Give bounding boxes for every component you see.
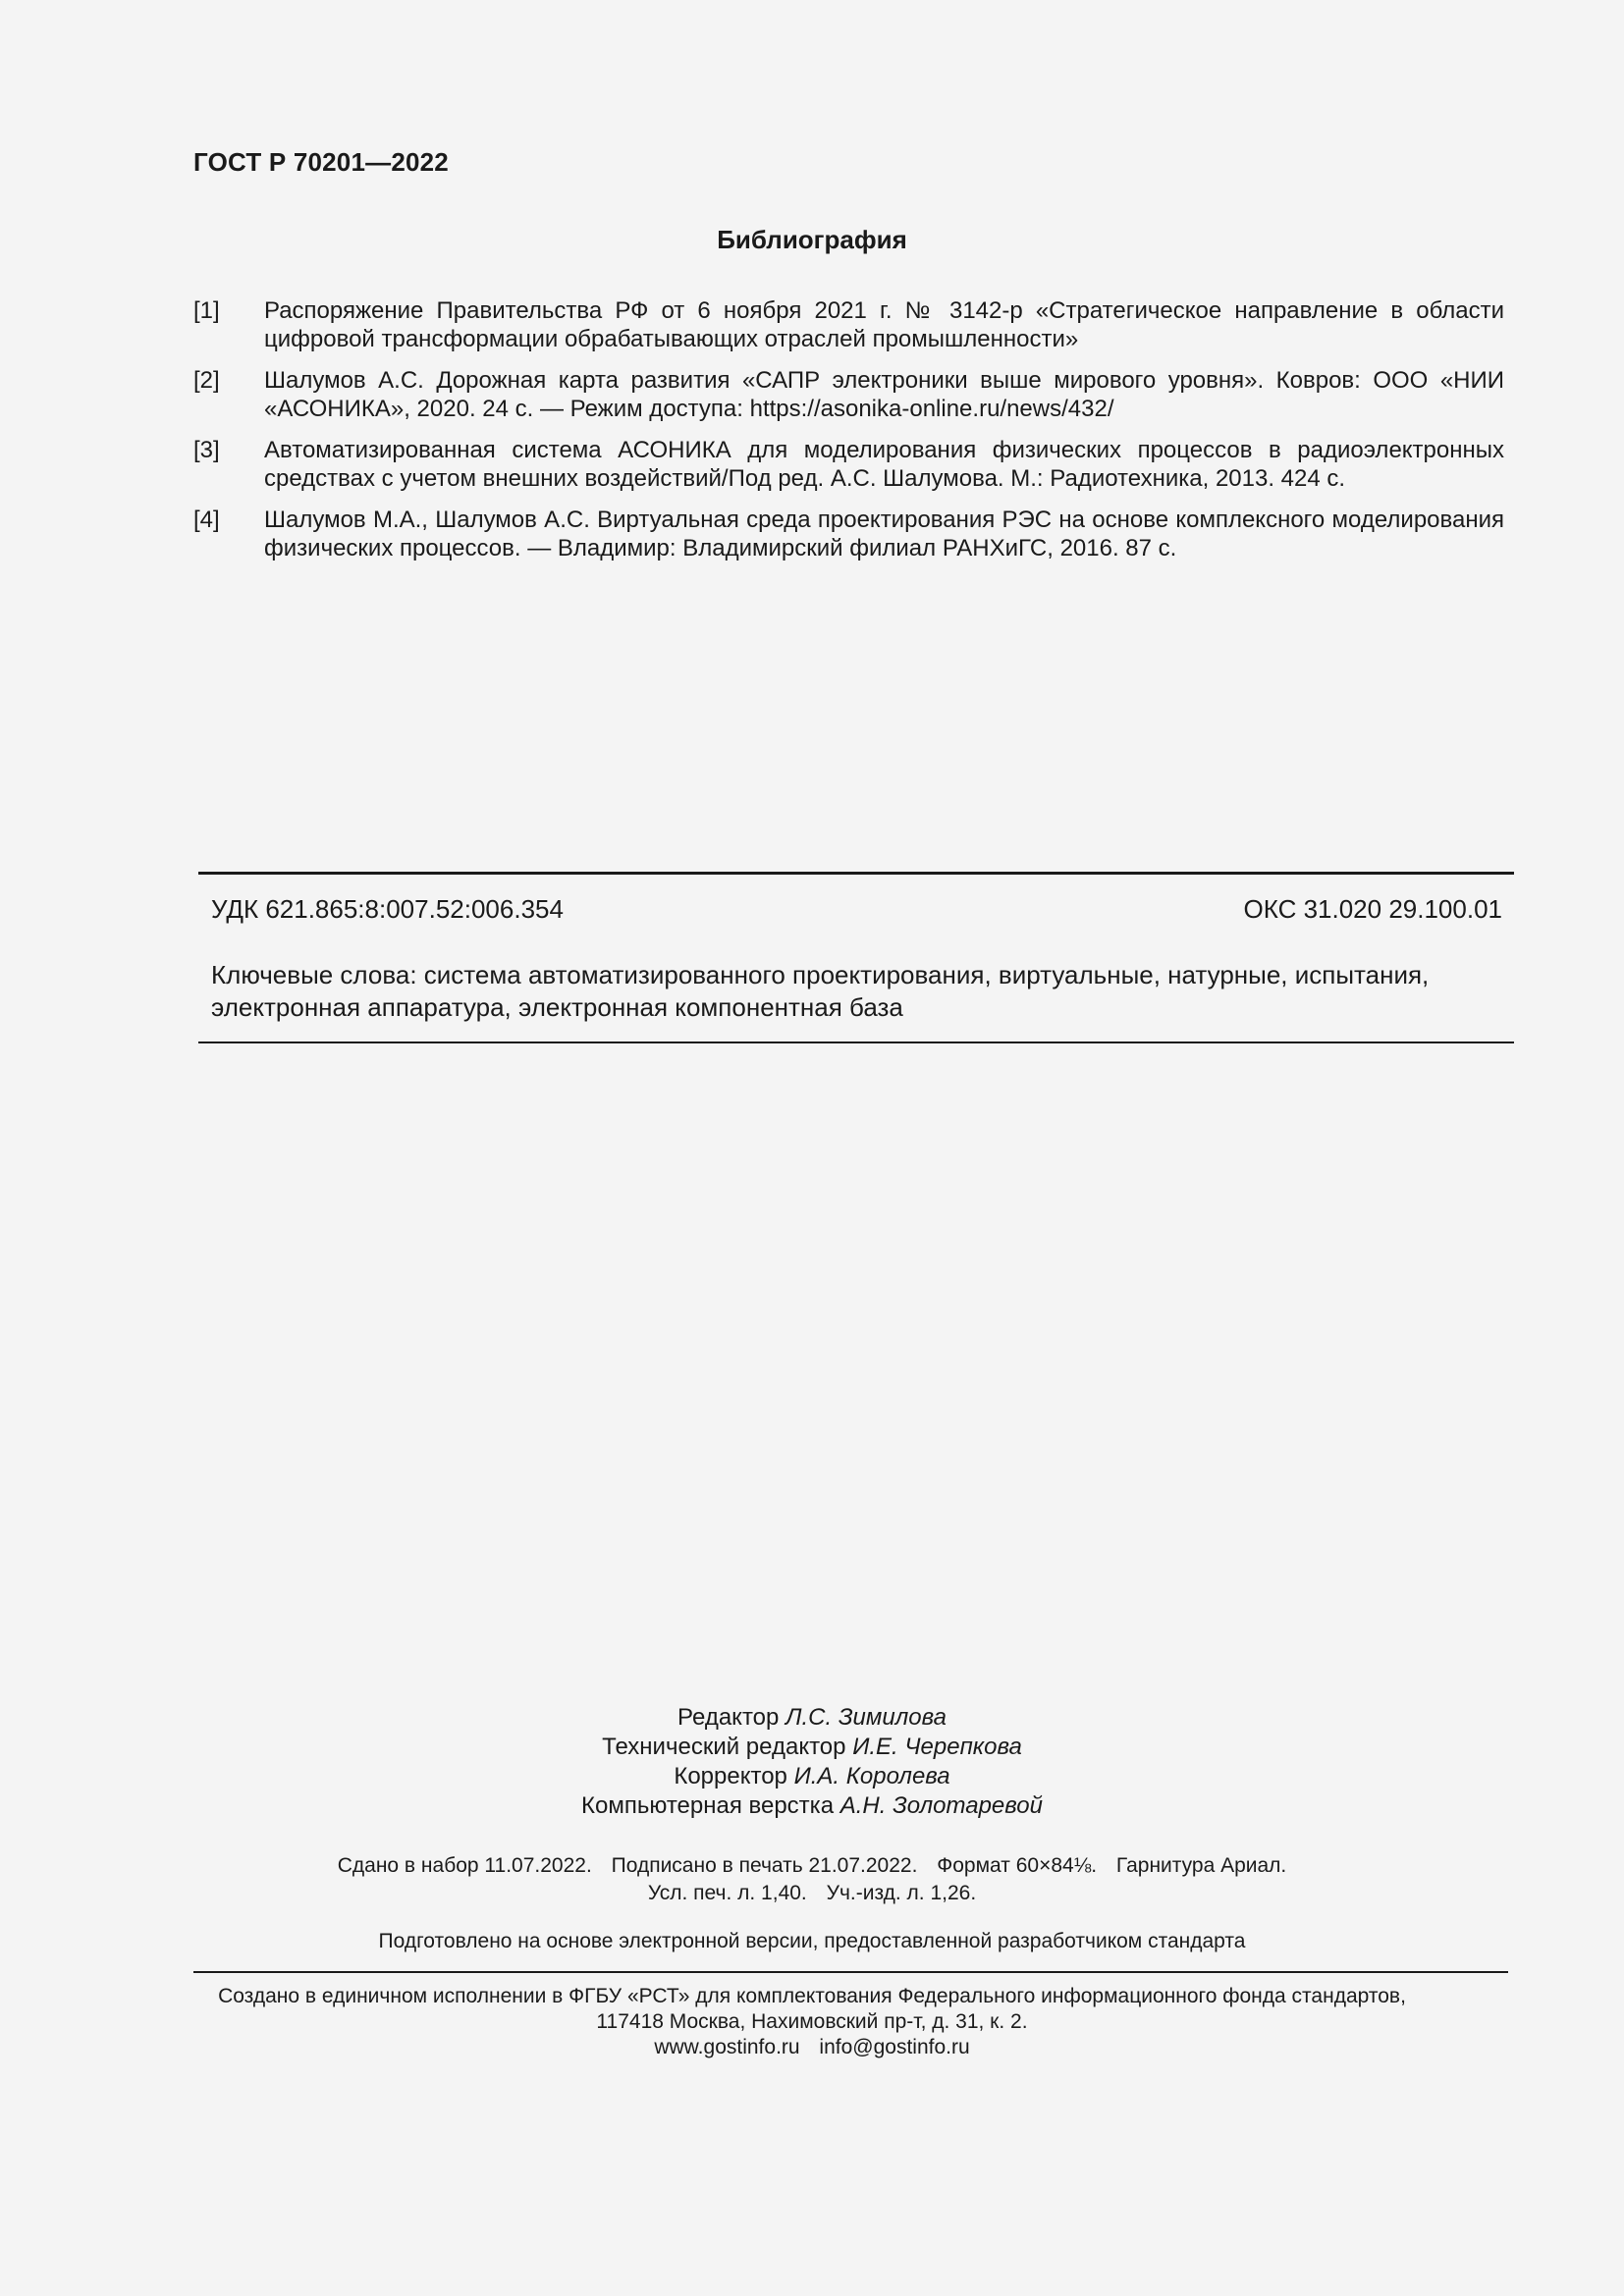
prepared-note: Подготовлено на основе электронной версии, предоставленной разработчиком стандарта [378,1930,1246,1952]
bibliography-item [193,436,1504,493]
editor-role: Технический редактор [602,1734,846,1760]
editor-line [0,1703,1624,1733]
website-link[interactable]: www.gostinfo.ru [654,2036,800,2058]
document-id: ГОСТ Р 70201—2022 [193,147,449,177]
print-sheets: Усл. печ. л. 1,40. [647,1882,807,1904]
paper-format: Формат 60×84⅛. [937,1854,1098,1877]
bibliography-item-text: Автоматизированная система АСОНИКА для моделирования физических процессов в радиоэлектронных средствах с учетом внешних воздействий/Под ред. А.С. Шалумова. М.: Радиотехника, 2013. 424 с. [264,437,1504,492]
editor-name: А.Н. Золотаревой [839,1792,1043,1819]
publisher-block [0,1984,1624,2060]
publisher-line: Создано в единичном исполнении в ФГБУ «РСТ» для комплектования Федерального информационного фонда стандартов, [218,1985,1406,2007]
editor-role: Редактор [677,1704,780,1731]
bibliography-item-text: Шалумов М.А., Шалумов А.С. Виртуальная среда проектирования РЭС на основе комплексного моделирования физических процессов. — Владимир: Владимирский филиал РАНХиГС, 2016. 87 с. [264,507,1504,561]
publisher-sheets: Уч.-изд. л. 1,26. [826,1882,977,1904]
keywords: Ключевые слова: система автоматизированного проектирования, виртуальные, натурные, испытания, электронная аппаратура, электронная компонентная база [211,960,1430,1022]
editor-line [0,1791,1624,1821]
print-info-line [0,1852,1624,1880]
editor-name: Л.С. Зимилова [785,1704,947,1731]
editor-line [0,1762,1624,1791]
bibliography-item-text: Распоряжение Правительства РФ от 6 ноября 2021 г. № 3142-р «Стратегическое направление в области цифровой трансформации обрабатывающих отраслей промышленности» [264,297,1504,352]
editor-name: И.Е. Черепкова [852,1734,1022,1760]
email-link[interactable]: info@gostinfo.ru [819,2036,970,2058]
typeface: Гарнитура Ариал. [1115,1854,1287,1877]
editor-role: Корректор [674,1763,787,1789]
bibliography-item-number: [4] [193,507,220,533]
bibliography-item [193,366,1504,423]
bibliography-title: Библиография [717,225,907,254]
bibliography-item-number: [2] [193,367,220,394]
bibliography-item-number: [3] [193,437,220,463]
publisher-contacts [0,2035,1624,2060]
signed-date: Подписано в печать 21.07.2022. [611,1854,918,1877]
classification-box [198,872,1514,1043]
divider [193,1971,1508,1973]
editor-line [0,1733,1624,1762]
bibliography-item [193,506,1504,562]
udk-code: УДК 621.865:8:007.52:006.354 [211,894,564,924]
bibliography-item-text: Шалумов А.С. Дорожная карта развития «САПР электроники выше мирового уровня». Ковров: ООО «НИИ «АСОНИКА», 2020. 24 с. — Режим доступа: https://asonika-online.ru/news/432/ [264,367,1504,422]
editors-block [0,1703,1624,1821]
editor-name: И.А. Королева [793,1763,950,1789]
print-info [0,1852,1624,1907]
oks-code: ОКС 31.020 29.100.01 [1243,894,1502,924]
print-info-line [0,1880,1624,1907]
bibliography-item-number: [1] [193,297,220,324]
editor-role: Компьютерная верстка [581,1792,835,1819]
bibliography-item [193,296,1504,353]
bibliography-list [193,296,1504,575]
publisher-address: 117418 Москва, Нахимовский пр-т, д. 31, к. 2. [596,2010,1028,2033]
submitted-date: Сдано в набор 11.07.2022. [337,1854,592,1877]
